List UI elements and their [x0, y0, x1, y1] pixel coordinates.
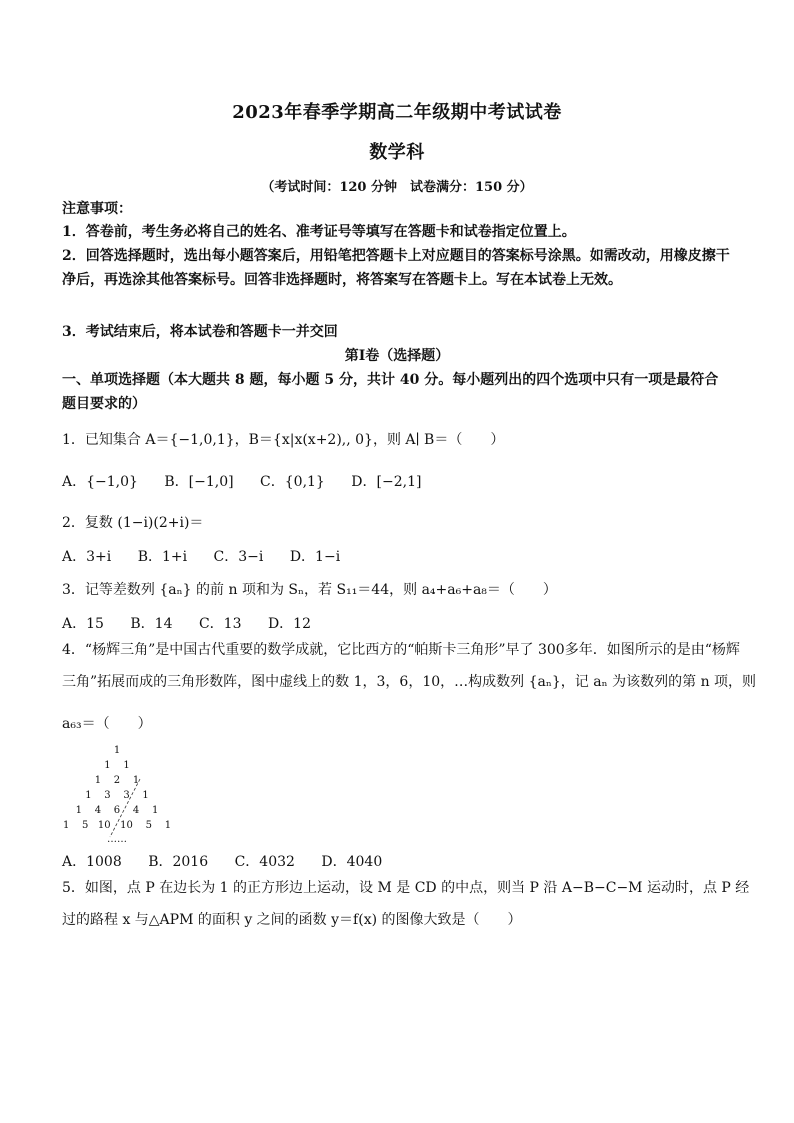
question-2-stem: 2．复数 (1−i)(2+i)＝: [62, 515, 204, 531]
question-5-stem-line-2: 过的路程 x 与△APM 的面积 y 之间的函数 y＝f(x) 的图像大致是（ ）: [62, 912, 522, 928]
dashed-diagonal: [62, 745, 172, 850]
option-c: C．4032: [234, 854, 295, 870]
option-a: A．3+i: [62, 549, 112, 565]
triangle-row: 1 5 10 10 5 1: [62, 820, 172, 831]
triangle-row: 1: [113, 745, 121, 756]
question-1-options: [62, 470, 732, 494]
triangle-row: 1 4 6 4 1: [75, 805, 159, 816]
exam-title: 2023年春季学期高二年级期中考试试卷: [232, 102, 562, 123]
triangle-row: 1 1: [104, 760, 130, 771]
option-b: B．1+i: [137, 549, 188, 565]
triangle-row: 1 3 3 1: [85, 790, 149, 801]
option-d: D．12: [267, 616, 311, 632]
option-b: B．14: [130, 616, 173, 632]
notes-heading: 注意事项：: [62, 201, 132, 217]
option-a: A．15: [62, 616, 104, 632]
question-2-options: [62, 545, 732, 569]
option-a: A．1008: [62, 854, 122, 870]
option-c: C．{0,1}: [260, 474, 325, 490]
option-d: D．[−2,1]: [351, 474, 422, 490]
section-heading: 一、单项选择题（本大题共 8 题，每小题 5 分，共计 40 分。每小题列出的四个选项中只有一项是最符合题目要求的）: [62, 372, 719, 412]
part-title: 第Ⅰ卷（选择题）: [344, 348, 450, 364]
question-4-options: [62, 850, 732, 874]
question-1-stem: 1．已知集合 A＝{−1,0,1}，B＝{x|x(x+2),, 0}，则 A∣ B＝（ ）: [62, 432, 505, 448]
triangle-row: 1 2 1: [94, 775, 140, 786]
option-b: B．[−1,0]: [164, 474, 234, 490]
question-3-stem: 3．记等差数列 {aₙ} 的前 n 项和为 Sₙ，若 S₁₁＝44，则 a₄+a₆+a₈＝（ ）: [62, 582, 557, 598]
option-c: C．3−i: [213, 549, 264, 565]
question-4-stem-line-1: 4．“杨辉三角”是中国古代重要的数学成就，它比西方的“帕斯卡三角形”早了 300多年．如图所示的是由“杨辉: [62, 642, 740, 658]
exam-subject: 数学科: [369, 142, 425, 163]
triangle-row: ……: [107, 834, 127, 845]
note-item-1: 1．答卷前，考生务必将自己的姓名、准考证号等填写在答题卡和试卷指定位置上。: [62, 224, 576, 240]
note-item-2: 2．回答选择题时，选出每小题答案后，用铅笔把答题卡上对应题目的答案标号涂黑。如需改动，用橡皮擦干净后，再选涂其他答案标号。回答非选择题时，将答案写在答题卡上。写在本试卷上无效。: [62, 248, 730, 288]
yanghui-triangle-figure: [62, 745, 172, 850]
question-4-stem-line-3: a₆₃＝（ ）: [62, 716, 152, 732]
question-3-options: [62, 612, 732, 636]
exam-info: （考试时间：120 分钟 试卷满分：150 分）: [261, 180, 533, 195]
question-5-stem-line-1: 5．如图，点 P 在边长为 1 的正方形边上运动，设 M 是 CD 的中点，则当 P 沿 A−B−C−M 运动时，点 P 经: [62, 880, 750, 896]
option-d: D．1−i: [289, 549, 341, 565]
option-d: D．4040: [321, 854, 383, 870]
question-4-stem-line-2: 三角”拓展而成的三角形数阵，图中虚线上的数 1，3，6，10，…构成数列 {aₙ}，记 aₙ 为该数列的第 n 项，则: [62, 674, 757, 690]
option-a: A．{−1,0}: [62, 474, 138, 490]
option-c: C．13: [198, 616, 242, 632]
note-item-3: 3．考试结束后，将本试卷和答题卡一并交回: [62, 324, 338, 340]
option-b: B．2016: [148, 854, 209, 870]
